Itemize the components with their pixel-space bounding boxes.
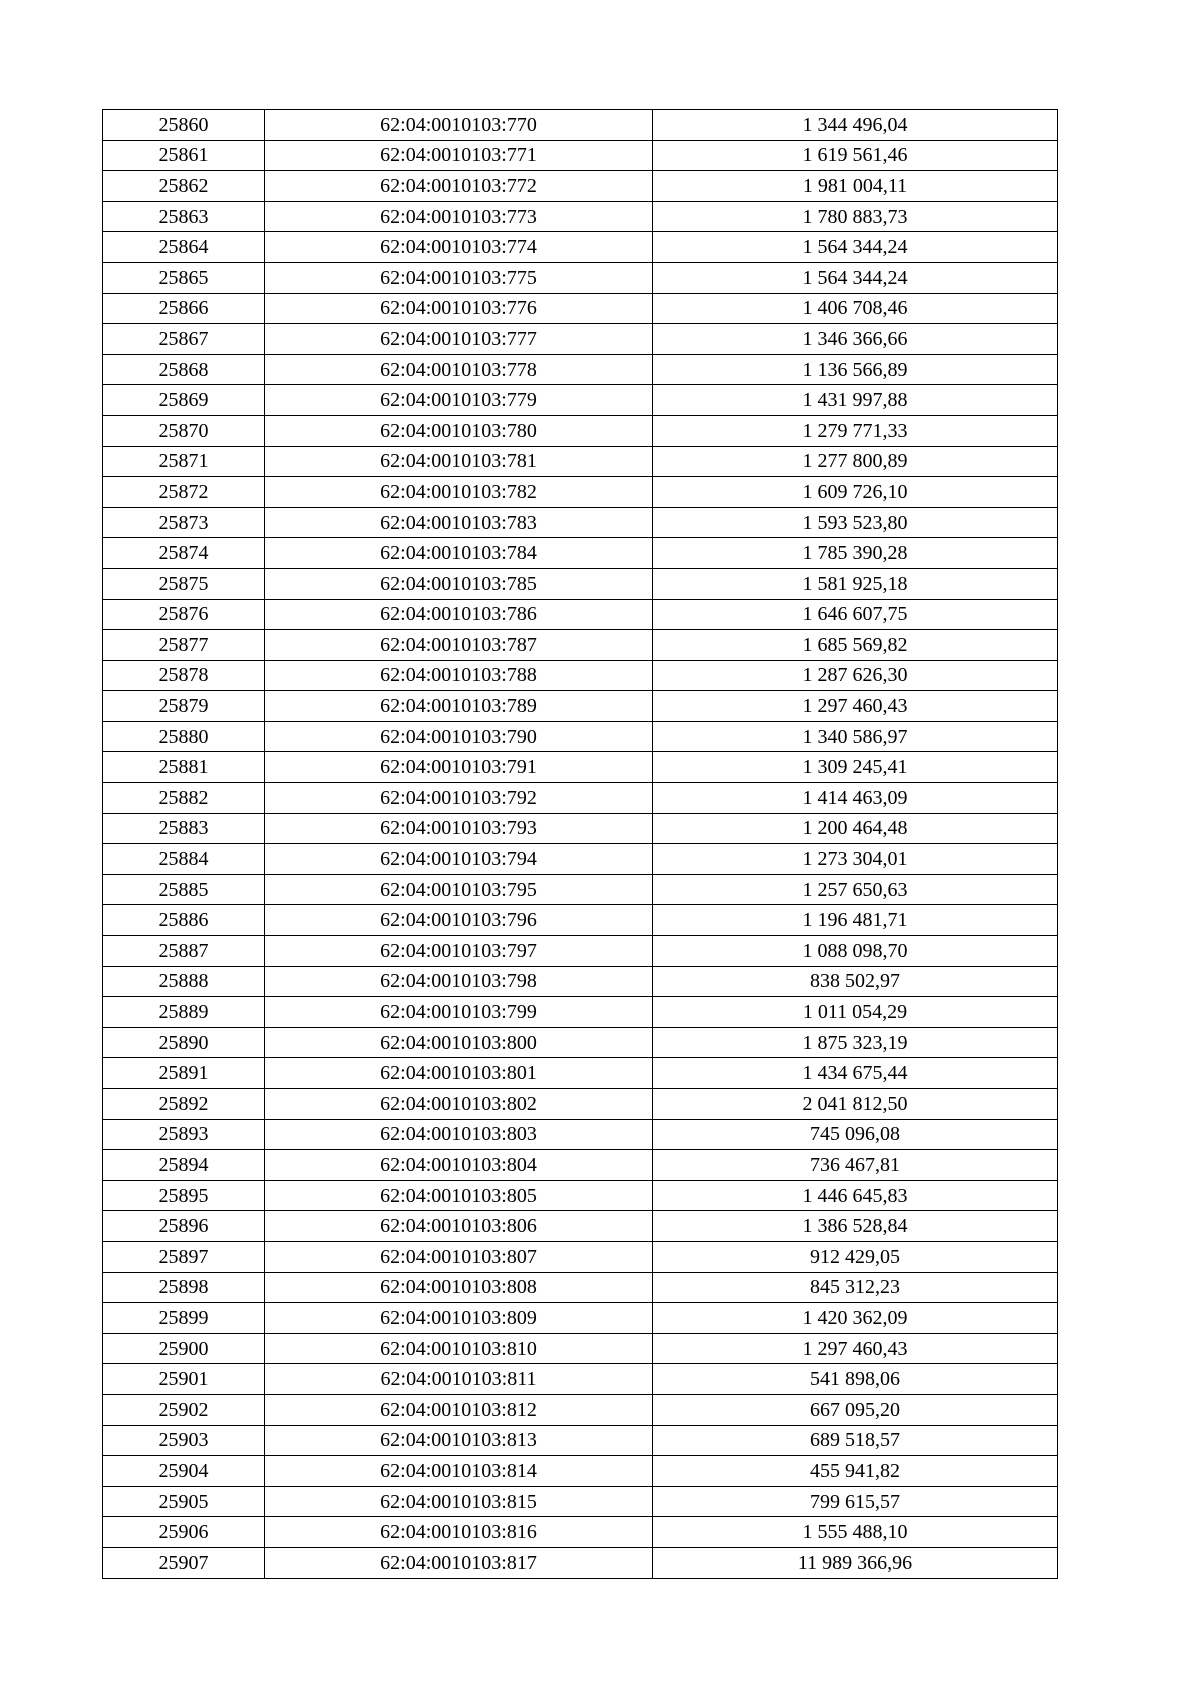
cadastral-number-cell: 62:04:0010103:796: [265, 905, 653, 936]
row-number-cell: 25894: [103, 1150, 265, 1181]
table-body: [103, 110, 1058, 1579]
row-number-cell: 25900: [103, 1333, 265, 1364]
value-cell: 1 287 626,30: [653, 660, 1058, 691]
cadastral-number-cell: 62:04:0010103:783: [265, 507, 653, 538]
row-number-cell: 25866: [103, 293, 265, 324]
cadastral-number-cell: 62:04:0010103:802: [265, 1089, 653, 1120]
row-number-cell: 25882: [103, 783, 265, 814]
value-cell: 455 941,82: [653, 1456, 1058, 1487]
table-row: [103, 752, 1058, 783]
table-row: [103, 1486, 1058, 1517]
row-number-cell: 25884: [103, 844, 265, 875]
cadastral-number-cell: 62:04:0010103:777: [265, 324, 653, 355]
value-cell: 1 344 496,04: [653, 110, 1058, 141]
cadastral-number-cell: 62:04:0010103:785: [265, 568, 653, 599]
value-cell: 1 619 561,46: [653, 140, 1058, 171]
row-number-cell: 25871: [103, 446, 265, 477]
row-number-cell: 25904: [103, 1456, 265, 1487]
row-number-cell: 25880: [103, 721, 265, 752]
row-number-cell: 25873: [103, 507, 265, 538]
value-cell: 1 646 607,75: [653, 599, 1058, 630]
row-number-cell: 25864: [103, 232, 265, 263]
table-row: [103, 110, 1058, 141]
value-cell: 2 041 812,50: [653, 1089, 1058, 1120]
table-row: [103, 1394, 1058, 1425]
row-number-cell: 25896: [103, 1211, 265, 1242]
row-number-cell: 25888: [103, 966, 265, 997]
cadastral-number-cell: 62:04:0010103:814: [265, 1456, 653, 1487]
row-number-cell: 25867: [103, 324, 265, 355]
data-table: [102, 109, 1058, 1579]
cadastral-number-cell: 62:04:0010103:778: [265, 354, 653, 385]
cadastral-number-cell: 62:04:0010103:793: [265, 813, 653, 844]
value-cell: 1 564 344,24: [653, 262, 1058, 293]
cadastral-number-cell: 62:04:0010103:788: [265, 660, 653, 691]
table-row: [103, 1119, 1058, 1150]
table-row: [103, 721, 1058, 752]
table-row: [103, 905, 1058, 936]
table-row: [103, 1150, 1058, 1181]
row-number-cell: 25879: [103, 691, 265, 722]
row-number-cell: 25875: [103, 568, 265, 599]
table-row: [103, 262, 1058, 293]
row-number-cell: 25901: [103, 1364, 265, 1395]
table-row: [103, 1517, 1058, 1548]
table-row: [103, 1027, 1058, 1058]
table-row: [103, 936, 1058, 967]
value-cell: 845 312,23: [653, 1272, 1058, 1303]
row-number-cell: 25872: [103, 477, 265, 508]
cadastral-number-cell: 62:04:0010103:789: [265, 691, 653, 722]
table-row: [103, 630, 1058, 661]
value-cell: 1 609 726,10: [653, 477, 1058, 508]
table-row: [103, 1333, 1058, 1364]
value-cell: 1 279 771,33: [653, 415, 1058, 446]
value-cell: 1 273 304,01: [653, 844, 1058, 875]
table-row: [103, 966, 1058, 997]
row-number-cell: 25902: [103, 1394, 265, 1425]
cadastral-number-cell: 62:04:0010103:808: [265, 1272, 653, 1303]
row-number-cell: 25860: [103, 110, 265, 141]
value-cell: 736 467,81: [653, 1150, 1058, 1181]
cadastral-number-cell: 62:04:0010103:807: [265, 1241, 653, 1272]
cadastral-number-cell: 62:04:0010103:771: [265, 140, 653, 171]
table-row: [103, 1089, 1058, 1120]
value-cell: 1 555 488,10: [653, 1517, 1058, 1548]
cadastral-number-cell: 62:04:0010103:805: [265, 1180, 653, 1211]
value-cell: 1 340 586,97: [653, 721, 1058, 752]
row-number-cell: 25863: [103, 201, 265, 232]
value-cell: 1 200 464,48: [653, 813, 1058, 844]
row-number-cell: 25893: [103, 1119, 265, 1150]
table-row: [103, 201, 1058, 232]
table-row: [103, 568, 1058, 599]
cadastral-number-cell: 62:04:0010103:770: [265, 110, 653, 141]
cadastral-number-cell: 62:04:0010103:817: [265, 1547, 653, 1578]
value-cell: 1 981 004,11: [653, 171, 1058, 202]
value-cell: 1 434 675,44: [653, 1058, 1058, 1089]
table-row: [103, 324, 1058, 355]
cadastral-number-cell: 62:04:0010103:782: [265, 477, 653, 508]
cadastral-number-cell: 62:04:0010103:797: [265, 936, 653, 967]
value-cell: 799 615,57: [653, 1486, 1058, 1517]
row-number-cell: 25877: [103, 630, 265, 661]
table-row: [103, 1303, 1058, 1334]
table-row: [103, 1241, 1058, 1272]
row-number-cell: 25869: [103, 385, 265, 416]
table-row: [103, 1211, 1058, 1242]
row-number-cell: 25890: [103, 1027, 265, 1058]
cadastral-number-cell: 62:04:0010103:772: [265, 171, 653, 202]
row-number-cell: 25903: [103, 1425, 265, 1456]
value-cell: 541 898,06: [653, 1364, 1058, 1395]
table-row: [103, 1272, 1058, 1303]
table-row: [103, 1456, 1058, 1487]
table-row: [103, 385, 1058, 416]
table-row: [103, 691, 1058, 722]
row-number-cell: 25895: [103, 1180, 265, 1211]
value-cell: 1 685 569,82: [653, 630, 1058, 661]
row-number-cell: 25892: [103, 1089, 265, 1120]
value-cell: 1 277 800,89: [653, 446, 1058, 477]
cadastral-number-cell: 62:04:0010103:813: [265, 1425, 653, 1456]
table-row: [103, 477, 1058, 508]
value-cell: 1 346 366,66: [653, 324, 1058, 355]
value-cell: 667 095,20: [653, 1394, 1058, 1425]
value-cell: 1 297 460,43: [653, 1333, 1058, 1364]
row-number-cell: 25899: [103, 1303, 265, 1334]
row-number-cell: 25906: [103, 1517, 265, 1548]
table-row: [103, 354, 1058, 385]
table-row: [103, 1547, 1058, 1578]
row-number-cell: 25891: [103, 1058, 265, 1089]
table-row: [103, 844, 1058, 875]
cadastral-number-cell: 62:04:0010103:786: [265, 599, 653, 630]
row-number-cell: 25898: [103, 1272, 265, 1303]
value-cell: 1 780 883,73: [653, 201, 1058, 232]
table-row: [103, 1058, 1058, 1089]
cadastral-number-cell: 62:04:0010103:815: [265, 1486, 653, 1517]
cadastral-number-cell: 62:04:0010103:794: [265, 844, 653, 875]
cadastral-number-cell: 62:04:0010103:812: [265, 1394, 653, 1425]
value-cell: 1 446 645,83: [653, 1180, 1058, 1211]
cadastral-number-cell: 62:04:0010103:798: [265, 966, 653, 997]
cadastral-number-cell: 62:04:0010103:779: [265, 385, 653, 416]
row-number-cell: 25868: [103, 354, 265, 385]
row-number-cell: 25874: [103, 538, 265, 569]
value-cell: 1 785 390,28: [653, 538, 1058, 569]
table-row: [103, 415, 1058, 446]
cadastral-number-cell: 62:04:0010103:800: [265, 1027, 653, 1058]
row-number-cell: 25876: [103, 599, 265, 630]
value-cell: 1 386 528,84: [653, 1211, 1058, 1242]
cadastral-number-cell: 62:04:0010103:810: [265, 1333, 653, 1364]
row-number-cell: 25897: [103, 1241, 265, 1272]
cadastral-number-cell: 62:04:0010103:787: [265, 630, 653, 661]
table-row: [103, 783, 1058, 814]
cadastral-number-cell: 62:04:0010103:804: [265, 1150, 653, 1181]
value-cell: 1 875 323,19: [653, 1027, 1058, 1058]
value-cell: 838 502,97: [653, 966, 1058, 997]
value-cell: 1 414 463,09: [653, 783, 1058, 814]
table-row: [103, 997, 1058, 1028]
cadastral-number-cell: 62:04:0010103:795: [265, 874, 653, 905]
cadastral-number-cell: 62:04:0010103:784: [265, 538, 653, 569]
cadastral-number-cell: 62:04:0010103:780: [265, 415, 653, 446]
row-number-cell: 25861: [103, 140, 265, 171]
cadastral-number-cell: 62:04:0010103:773: [265, 201, 653, 232]
value-cell: 745 096,08: [653, 1119, 1058, 1150]
value-cell: 1 593 523,80: [653, 507, 1058, 538]
table-row: [103, 1425, 1058, 1456]
value-cell: 912 429,05: [653, 1241, 1058, 1272]
table-row: [103, 813, 1058, 844]
cadastral-number-cell: 62:04:0010103:775: [265, 262, 653, 293]
table-row: [103, 660, 1058, 691]
value-cell: 1 297 460,43: [653, 691, 1058, 722]
cadastral-number-cell: 62:04:0010103:792: [265, 783, 653, 814]
row-number-cell: 25887: [103, 936, 265, 967]
cadastral-number-cell: 62:04:0010103:799: [265, 997, 653, 1028]
cadastral-number-cell: 62:04:0010103:806: [265, 1211, 653, 1242]
row-number-cell: 25881: [103, 752, 265, 783]
row-number-cell: 25883: [103, 813, 265, 844]
row-number-cell: 25889: [103, 997, 265, 1028]
table-row: [103, 140, 1058, 171]
table-row: [103, 171, 1058, 202]
cadastral-number-cell: 62:04:0010103:774: [265, 232, 653, 263]
cadastral-number-cell: 62:04:0010103:781: [265, 446, 653, 477]
value-cell: 1 011 054,29: [653, 997, 1058, 1028]
row-number-cell: 25885: [103, 874, 265, 905]
table-row: [103, 507, 1058, 538]
cadastral-number-cell: 62:04:0010103:816: [265, 1517, 653, 1548]
row-number-cell: 25905: [103, 1486, 265, 1517]
value-cell: 1 257 650,63: [653, 874, 1058, 905]
row-number-cell: 25862: [103, 171, 265, 202]
cadastral-number-cell: 62:04:0010103:809: [265, 1303, 653, 1334]
row-number-cell: 25870: [103, 415, 265, 446]
table-row: [103, 874, 1058, 905]
row-number-cell: 25878: [103, 660, 265, 691]
row-number-cell: 25886: [103, 905, 265, 936]
cadastral-number-cell: 62:04:0010103:811: [265, 1364, 653, 1395]
value-cell: 1 136 566,89: [653, 354, 1058, 385]
cadastral-number-cell: 62:04:0010103:790: [265, 721, 653, 752]
cadastral-number-cell: 62:04:0010103:801: [265, 1058, 653, 1089]
value-cell: 1 406 708,46: [653, 293, 1058, 324]
row-number-cell: 25865: [103, 262, 265, 293]
cadastral-number-cell: 62:04:0010103:776: [265, 293, 653, 324]
cadastral-number-cell: 62:04:0010103:791: [265, 752, 653, 783]
table-row: [103, 446, 1058, 477]
table-row: [103, 599, 1058, 630]
value-cell: 1 420 362,09: [653, 1303, 1058, 1334]
table-row: [103, 1180, 1058, 1211]
value-cell: 1 564 344,24: [653, 232, 1058, 263]
value-cell: 689 518,57: [653, 1425, 1058, 1456]
value-cell: 1 431 997,88: [653, 385, 1058, 416]
value-cell: 1 088 098,70: [653, 936, 1058, 967]
row-number-cell: 25907: [103, 1547, 265, 1578]
value-cell: 1 581 925,18: [653, 568, 1058, 599]
value-cell: 1 196 481,71: [653, 905, 1058, 936]
value-cell: 11 989 366,96: [653, 1547, 1058, 1578]
table-row: [103, 1364, 1058, 1395]
table-row: [103, 232, 1058, 263]
value-cell: 1 309 245,41: [653, 752, 1058, 783]
table-row: [103, 538, 1058, 569]
cadastral-number-cell: 62:04:0010103:803: [265, 1119, 653, 1150]
table-row: [103, 293, 1058, 324]
